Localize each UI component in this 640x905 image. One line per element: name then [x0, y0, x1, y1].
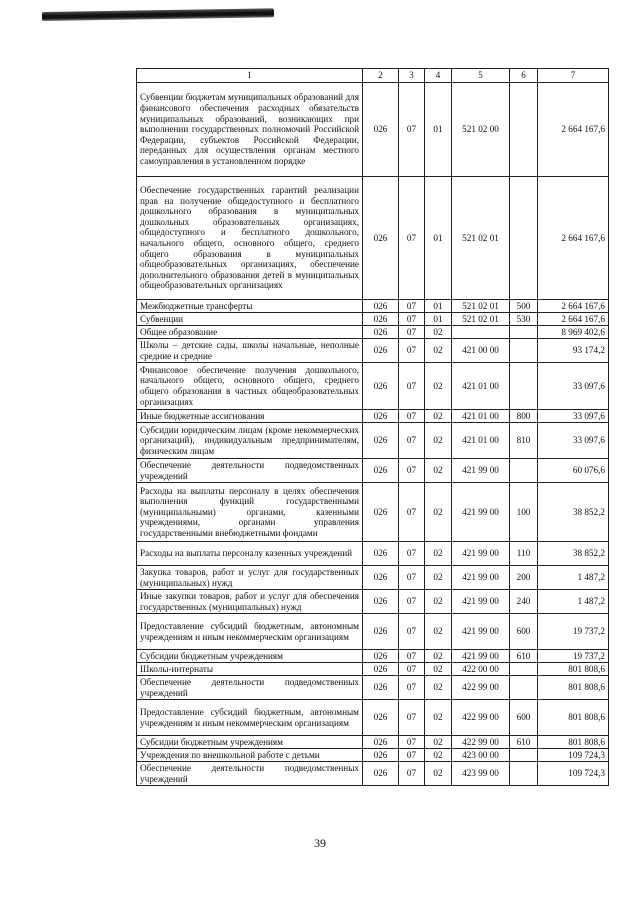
- row-subsection: 02: [425, 749, 452, 762]
- col-header-4: 4: [425, 69, 452, 83]
- row-name: Обеспечение деятельности подведомственных учреждений: [137, 762, 363, 786]
- row-subsection: 02: [425, 363, 452, 410]
- table-row: [137, 542, 609, 566]
- row-subsection: 02: [425, 326, 452, 339]
- row-target-article: 421 99 00: [452, 590, 510, 614]
- row-expense-type: [510, 326, 538, 339]
- row-amount: 2 664 167,6: [538, 300, 609, 313]
- table-row: [137, 83, 609, 177]
- row-name: Предоставление субсидий бюджетным, автономным учреждениям и иным некоммерческим организациям: [137, 614, 363, 650]
- row-amount: 2 664 167,6: [538, 313, 609, 326]
- row-section: 07: [399, 326, 425, 339]
- table-row: [137, 749, 609, 762]
- row-subsection: 02: [425, 700, 452, 736]
- row-expense-type: [510, 459, 538, 483]
- row-expense-type: 240: [510, 590, 538, 614]
- row-expense-type: 100: [510, 483, 538, 542]
- row-section: 07: [399, 762, 425, 786]
- col-header-5: 5: [452, 69, 510, 83]
- col-header-3: 3: [399, 69, 425, 83]
- row-ministry-code: 026: [363, 423, 399, 459]
- row-section: 07: [399, 410, 425, 423]
- table-row: [137, 762, 609, 786]
- row-target-article: 422 00 00: [452, 663, 510, 676]
- row-expense-type: [510, 676, 538, 700]
- row-amount: 109 724,3: [538, 749, 609, 762]
- row-subsection: 02: [425, 736, 452, 749]
- table-header-row: [137, 69, 609, 83]
- row-name: Школы – детские сады, школы начальные, неполные средние и средние: [137, 339, 363, 363]
- row-expense-type: [510, 177, 538, 300]
- row-subsection: 02: [425, 676, 452, 700]
- row-subsection: 02: [425, 483, 452, 542]
- row-name: Расходы на выплаты персоналу казенных учреждений: [137, 542, 363, 566]
- row-subsection: 02: [425, 762, 452, 786]
- table-row: [137, 566, 609, 590]
- row-subsection: 01: [425, 177, 452, 300]
- row-section: 07: [399, 363, 425, 410]
- row-name: Обеспечение государственных гарантий реализации прав на получение общедоступного и бесплатного дошкольного образования в муниципальных дошкольных образовательных организациях, общедоступного и бесплатного дошкольного, начального общего, основного общего, среднего общего образования в муниципальных общеобразовательных организациях, обеспечение дополнительного образования детей в муниципальных общеобразовательных организациях: [137, 177, 363, 300]
- row-name: Иные закупки товаров, работ и услуг для обеспечения государственных (муниципальных) нужд: [137, 590, 363, 614]
- row-section: 07: [399, 700, 425, 736]
- row-expense-type: [510, 363, 538, 410]
- row-section: 07: [399, 483, 425, 542]
- row-section: 07: [399, 339, 425, 363]
- row-amount: 93 174,2: [538, 339, 609, 363]
- row-section: 07: [399, 300, 425, 313]
- row-section: 07: [399, 566, 425, 590]
- row-subsection: 02: [425, 423, 452, 459]
- row-expense-type: [510, 749, 538, 762]
- row-expense-type: 600: [510, 700, 538, 736]
- table-body: [137, 83, 609, 786]
- row-ministry-code: 026: [363, 676, 399, 700]
- row-section: 07: [399, 650, 425, 663]
- row-amount: 2 664 167,6: [538, 177, 609, 300]
- row-name: Иные бюджетные ассигнования: [137, 410, 363, 423]
- row-name: Субвенции бюджетам муниципальных образований для финансового обеспечения расходных обязательств муниципальных образований, возникающих при выполнении государственных полномочий Российской Федерации, субъектов Российской Федерации, переданных для осуществления органам местного самоуправления в установленном порядке: [137, 83, 363, 177]
- row-subsection: 02: [425, 459, 452, 483]
- row-target-article: 521 02 01: [452, 300, 510, 313]
- row-amount: 38 852,2: [538, 542, 609, 566]
- row-expense-type: 600: [510, 614, 538, 650]
- row-target-article: 421 99 00: [452, 542, 510, 566]
- row-name: Предоставление субсидий бюджетным, автономным учреждениям и иным некоммерческим организациям: [137, 700, 363, 736]
- row-subsection: 01: [425, 313, 452, 326]
- row-name: Закупка товаров, работ и услуг для государственных (муниципальных) нужд: [137, 566, 363, 590]
- row-ministry-code: 026: [363, 410, 399, 423]
- row-subsection: 01: [425, 300, 452, 313]
- row-target-article: 423 00 00: [452, 749, 510, 762]
- row-amount: 801 808,6: [538, 736, 609, 749]
- row-name: Субсидии бюджетным учреждениям: [137, 650, 363, 663]
- row-expense-type: 530: [510, 313, 538, 326]
- table-row: [137, 363, 609, 410]
- row-subsection: 01: [425, 83, 452, 177]
- row-target-article: 421 99 00: [452, 483, 510, 542]
- row-target-article: 421 99 00: [452, 650, 510, 663]
- table-row: [137, 650, 609, 663]
- row-target-article: 421 00 00: [452, 339, 510, 363]
- table-row: [137, 410, 609, 423]
- row-name: Расходы на выплаты персоналу в целях обеспечения выполнения функций государственными (муниципальными) органами, казенными учреждениями, органами управления государственными внебюджетными фондами: [137, 483, 363, 542]
- table-row: [137, 590, 609, 614]
- row-expense-type: 200: [510, 566, 538, 590]
- row-section: 07: [399, 423, 425, 459]
- row-ministry-code: 026: [363, 736, 399, 749]
- row-amount: 1 487,2: [538, 566, 609, 590]
- row-subsection: 02: [425, 410, 452, 423]
- row-ministry-code: 026: [363, 566, 399, 590]
- table-row: [137, 736, 609, 749]
- row-ministry-code: 026: [363, 326, 399, 339]
- row-target-article: 422 99 00: [452, 676, 510, 700]
- row-amount: 19 737,2: [538, 650, 609, 663]
- table-row: [137, 483, 609, 542]
- row-amount: 109 724,3: [538, 762, 609, 786]
- row-target-article: 421 99 00: [452, 566, 510, 590]
- page-number: 39: [314, 836, 326, 850]
- row-target-article: 421 99 00: [452, 459, 510, 483]
- row-target-article: [452, 326, 510, 339]
- row-ministry-code: 026: [363, 542, 399, 566]
- row-section: 07: [399, 663, 425, 676]
- row-expense-type: 810: [510, 423, 538, 459]
- row-expense-type: [510, 762, 538, 786]
- row-name: Учреждения по внешкольной работе с детьми: [137, 749, 363, 762]
- row-name: Межбюджетные трансферты: [137, 300, 363, 313]
- row-name: Обеспечение деятельности подведомственных учреждений: [137, 459, 363, 483]
- row-amount: 801 808,6: [538, 700, 609, 736]
- row-name: Школы-интернаты: [137, 663, 363, 676]
- row-amount: 60 076,6: [538, 459, 609, 483]
- col-header-2: 2: [363, 69, 399, 83]
- scan-artifact-bar: [42, 8, 274, 21]
- row-ministry-code: 026: [363, 363, 399, 410]
- row-expense-type: 110: [510, 542, 538, 566]
- row-ministry-code: 026: [363, 650, 399, 663]
- table-row: [137, 300, 609, 313]
- row-ministry-code: 026: [363, 459, 399, 483]
- row-amount: 38 852,2: [538, 483, 609, 542]
- row-section: 07: [399, 542, 425, 566]
- budget-table: [136, 68, 609, 786]
- table-row: [137, 339, 609, 363]
- row-subsection: 02: [425, 339, 452, 363]
- row-subsection: 02: [425, 650, 452, 663]
- row-subsection: 02: [425, 663, 452, 676]
- row-amount: 2 664 167,6: [538, 83, 609, 177]
- row-target-article: 521 02 01: [452, 177, 510, 300]
- row-section: 07: [399, 459, 425, 483]
- table-row: [137, 326, 609, 339]
- row-target-article: 421 01 00: [452, 363, 510, 410]
- row-amount: 1 487,2: [538, 590, 609, 614]
- row-subsection: 02: [425, 566, 452, 590]
- row-subsection: 02: [425, 614, 452, 650]
- row-expense-type: [510, 663, 538, 676]
- table-row: [137, 663, 609, 676]
- row-section: 07: [399, 177, 425, 300]
- row-ministry-code: 026: [363, 590, 399, 614]
- row-target-article: 422 99 00: [452, 700, 510, 736]
- col-header-6: 6: [510, 69, 538, 83]
- row-name: Финансовое обеспечение получения дошкольного, начального общего, основного общего, среднего общего образования в частных общеобразовательных организациях: [137, 363, 363, 410]
- row-ministry-code: 026: [363, 313, 399, 326]
- row-amount: 33 097,6: [538, 363, 609, 410]
- row-subsection: 02: [425, 590, 452, 614]
- row-amount: 801 808,6: [538, 663, 609, 676]
- row-target-article: 421 01 00: [452, 410, 510, 423]
- row-target-article: 521 02 00: [452, 83, 510, 177]
- row-expense-type: 610: [510, 736, 538, 749]
- row-expense-type: 610: [510, 650, 538, 663]
- col-header-7: 7: [538, 69, 609, 83]
- table-row: [137, 177, 609, 300]
- row-amount: 19 737,2: [538, 614, 609, 650]
- row-ministry-code: 026: [363, 663, 399, 676]
- row-target-article: 423 99 00: [452, 762, 510, 786]
- row-section: 07: [399, 614, 425, 650]
- table-row: [137, 614, 609, 650]
- row-section: 07: [399, 83, 425, 177]
- row-name: Субсидии бюджетным учреждениям: [137, 736, 363, 749]
- row-expense-type: [510, 339, 538, 363]
- row-name: Субвенции: [137, 313, 363, 326]
- col-header-1: 1: [137, 69, 363, 83]
- row-target-article: 421 01 00: [452, 423, 510, 459]
- row-ministry-code: 026: [363, 83, 399, 177]
- table-row: [137, 676, 609, 700]
- row-name: Субсидии юридическим лицам (кроме некоммерческих организаций), индивидуальным предпринимателям, физическим лицам: [137, 423, 363, 459]
- row-name: Обеспечение деятельности подведомственных учреждений: [137, 676, 363, 700]
- row-amount: 801 808,6: [538, 676, 609, 700]
- row-ministry-code: 026: [363, 177, 399, 300]
- row-amount: 33 097,6: [538, 423, 609, 459]
- row-expense-type: 800: [510, 410, 538, 423]
- row-ministry-code: 026: [363, 300, 399, 313]
- row-ministry-code: 026: [363, 483, 399, 542]
- row-target-article: 422 99 00: [452, 736, 510, 749]
- row-subsection: 02: [425, 542, 452, 566]
- row-section: 07: [399, 313, 425, 326]
- row-expense-type: 500: [510, 300, 538, 313]
- table-row: [137, 700, 609, 736]
- row-target-article: 521 02 01: [452, 313, 510, 326]
- row-amount: 33 097,6: [538, 410, 609, 423]
- table-row: [137, 313, 609, 326]
- row-ministry-code: 026: [363, 339, 399, 363]
- row-ministry-code: 026: [363, 749, 399, 762]
- row-ministry-code: 026: [363, 762, 399, 786]
- row-ministry-code: 026: [363, 700, 399, 736]
- row-ministry-code: 026: [363, 614, 399, 650]
- row-name: Общее образование: [137, 326, 363, 339]
- row-section: 07: [399, 749, 425, 762]
- row-section: 07: [399, 736, 425, 749]
- table-row: [137, 423, 609, 459]
- table-row: [137, 459, 609, 483]
- row-amount: 8 969 402,6: [538, 326, 609, 339]
- row-section: 07: [399, 590, 425, 614]
- row-target-article: 421 99 00: [452, 614, 510, 650]
- row-expense-type: [510, 83, 538, 177]
- row-section: 07: [399, 676, 425, 700]
